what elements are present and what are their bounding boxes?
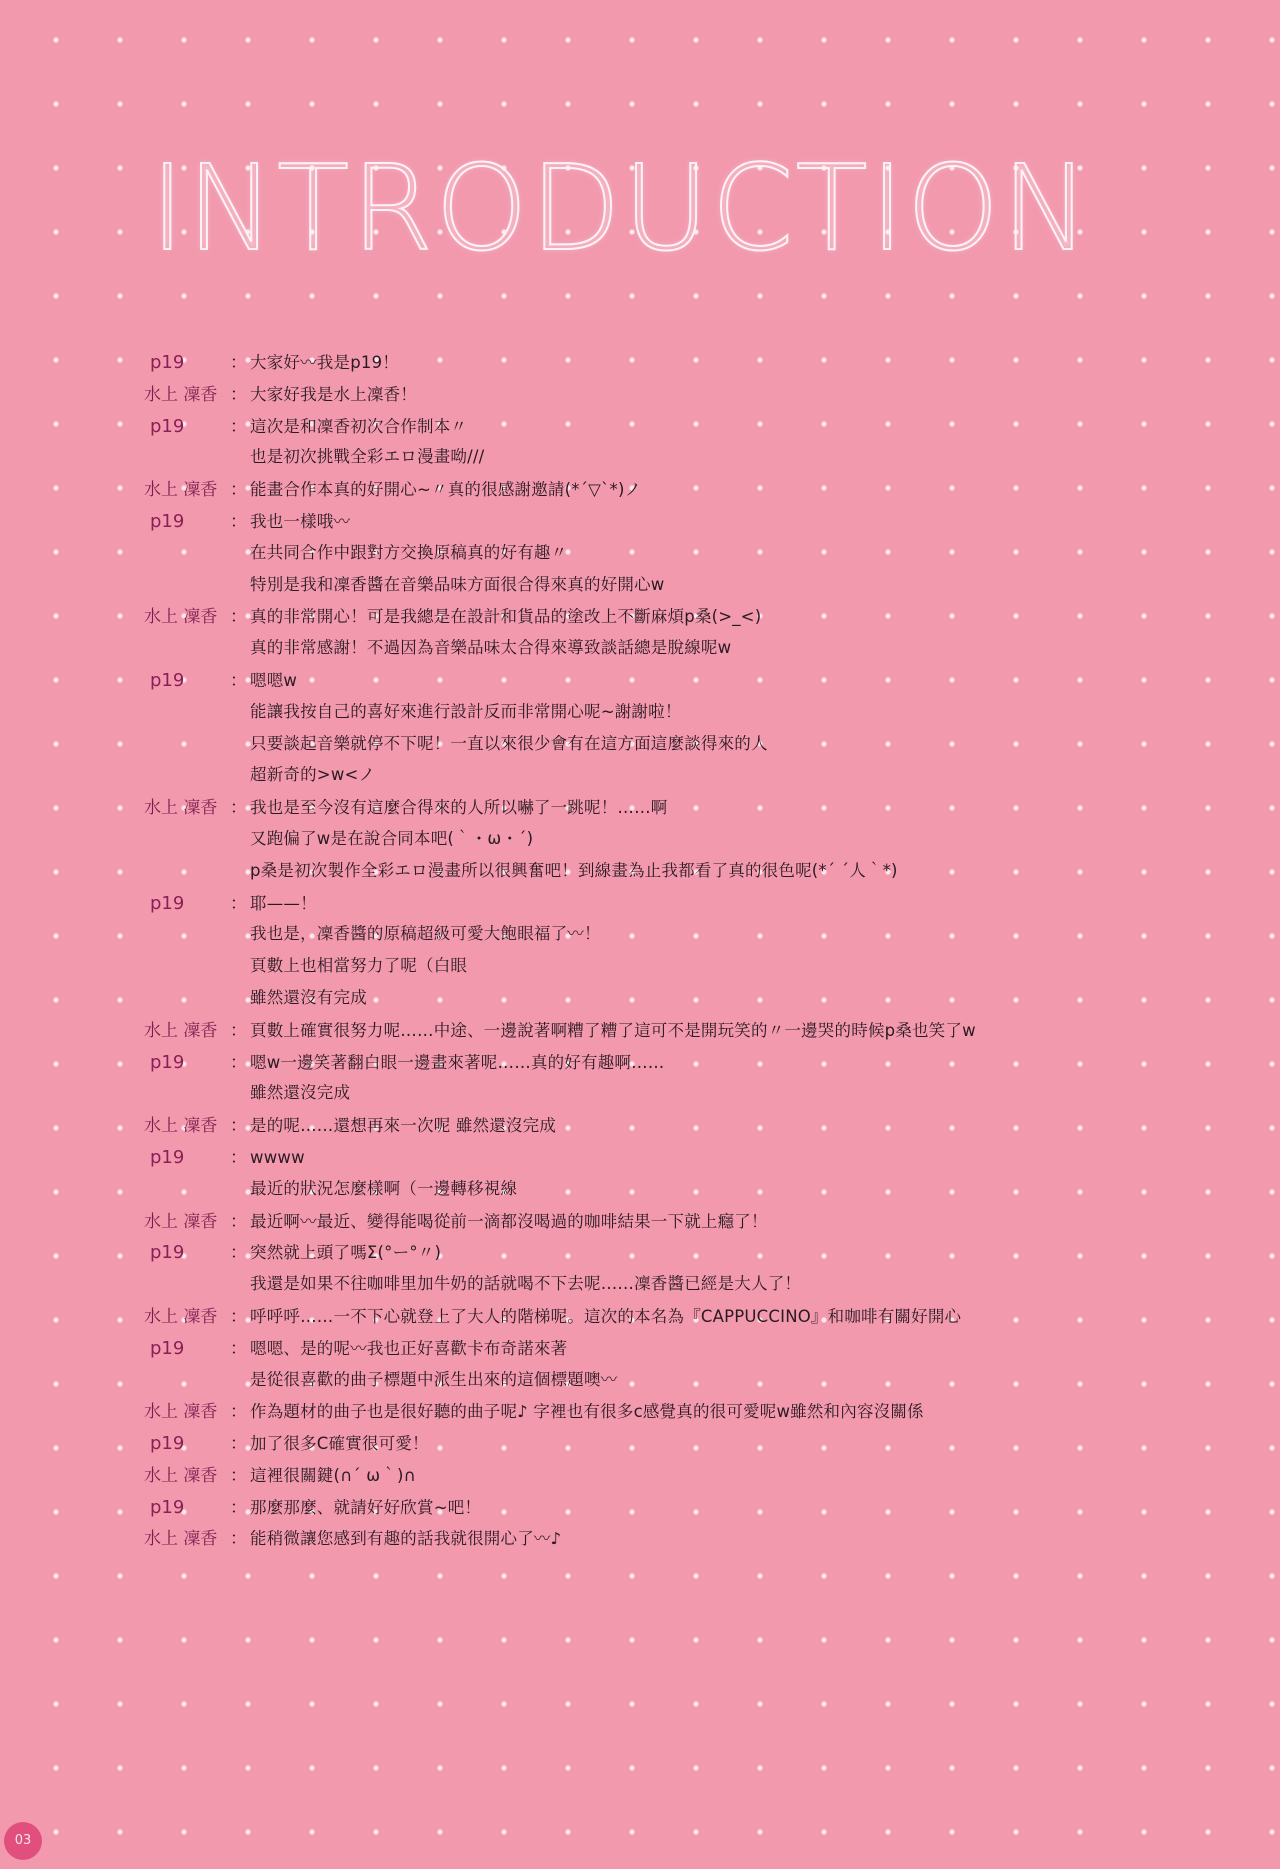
speaker-colon: ：	[230, 670, 247, 691]
dialogue-line	[144, 1238, 1244, 1270]
dialogue-line	[144, 1270, 1244, 1302]
dialogue-line	[144, 984, 1244, 1016]
speaker-colon: ：	[230, 1306, 247, 1327]
dialogue-line	[144, 412, 1244, 444]
speaker-colon: ：	[230, 1020, 247, 1041]
dialogue	[144, 348, 1244, 1556]
speaker-colon: ：	[230, 1211, 247, 1232]
dialogue-line	[144, 634, 1244, 666]
speaker-colon: ：	[230, 1116, 247, 1137]
speech-text: 頁數上也相當努力了呢（白眼	[250, 956, 468, 976]
speech-text: 嗯嗯、是的呢〰我也正好喜歡卡布奇諾來著	[250, 1338, 568, 1358]
dialogue-line	[144, 825, 1244, 857]
dialogue-line	[144, 920, 1244, 952]
speaker-name: 水上 凜香	[144, 1306, 218, 1327]
speaker-colon: ：	[230, 1402, 247, 1423]
page-number-badge: 03	[4, 1822, 42, 1860]
dialogue-line	[144, 539, 1244, 571]
speaker-name: p19	[150, 1146, 185, 1168]
speech-text: 能畫合作本真的好開心~〃真的很感謝邀請(*´▽`*)ノ	[250, 480, 642, 500]
speaker-colon: ：	[230, 798, 247, 819]
speech-text: 這裡很關鍵(∩´ ω｀)∩	[250, 1465, 416, 1485]
speech-text: 最近啊〰最近、變得能喝從前一滴都沒喝過的咖啡結果一下就上癮了！	[250, 1211, 768, 1231]
dialogue-line	[144, 348, 1244, 380]
page-title: INTRODUCTION	[150, 139, 1092, 277]
dialogue-line	[144, 380, 1244, 412]
dialogue-line	[144, 602, 1244, 634]
dialogue-line	[144, 1079, 1244, 1111]
speaker-name: 水上 凜香	[144, 384, 218, 405]
speech-text: 雖然還沒有完成	[250, 987, 367, 1007]
speech-text: 我也是，凜香醬的原稿超級可愛大飽眼福了〰！	[250, 924, 601, 944]
speaker-colon: ：	[230, 1052, 247, 1073]
speech-text: 是的呢……還想再來一次呢 雖然還沒完成	[250, 1116, 557, 1136]
dialogue-line	[144, 1048, 1244, 1080]
speaker-name: p19	[150, 415, 185, 437]
dialogue-line	[144, 443, 1244, 475]
dialogue-line	[144, 1366, 1244, 1398]
dialogue-line	[144, 952, 1244, 984]
speech-text: 大家好〰我是p19！	[250, 353, 399, 372]
dialogue-line	[144, 857, 1244, 889]
speaker-colon: ：	[230, 893, 247, 914]
speaker-name: 水上 凜香	[144, 1020, 218, 1041]
dialogue-line	[144, 1334, 1244, 1366]
speech-text: 我也是至今沒有這麼合得來的人所以嚇了一跳呢！……啊	[250, 798, 668, 818]
speaker-colon: ：	[230, 1434, 247, 1455]
speech-text: 真的非常感謝！不過因為音樂品味太合得來導致談話總是脫線呢w	[250, 638, 732, 658]
speaker-colon: ：	[230, 1497, 247, 1518]
speech-text: 加了很多C確實很可愛！	[250, 1434, 429, 1454]
speech-text: 突然就上頭了嗎Σ(°ー°〃)	[250, 1243, 442, 1263]
speech-text: 呼呼呼……一不下心就登上了大人的階梯呢。這次的本名為『CAPPUCCINO』和咖啡有關好開心	[250, 1306, 962, 1326]
dialogue-line	[144, 1302, 1244, 1334]
speech-text: 能讓我按自己的喜好來進行設計反而非常開心呢~謝謝啦！	[250, 701, 682, 721]
speaker-name: 水上 凜香	[144, 798, 218, 819]
speaker-name: 水上 凜香	[144, 1465, 218, 1486]
speaker-colon: ：	[230, 1147, 247, 1168]
speaker-name: 水上 凜香	[144, 1402, 218, 1423]
dialogue-line	[144, 1524, 1244, 1556]
speaker-name: p19	[150, 1051, 185, 1073]
speaker-name: p19	[150, 510, 185, 532]
speech-text: 雖然還沒完成	[250, 1083, 351, 1103]
speech-text: 最近的狀況怎麼樣啊（一邊轉移視線	[250, 1178, 518, 1198]
speech-text: 真的非常開心！可是我總是在設計和貨品的塗改上不斷麻煩p桑(>_<)	[250, 607, 762, 627]
dialogue-line	[144, 793, 1244, 825]
dialogue-line	[144, 1429, 1244, 1461]
speech-text: 嗯嗯w	[250, 670, 298, 690]
dialogue-line	[144, 1016, 1244, 1048]
speech-text: 能稍微讓您感到有趣的話我就很開心了〰♪	[250, 1529, 562, 1549]
speaker-name: p19	[150, 892, 185, 914]
speech-text: 也是初次挑戰全彩エロ漫畫呦///	[250, 447, 485, 467]
dialogue-line	[144, 475, 1244, 507]
speaker-colon: ：	[230, 1465, 247, 1486]
speaker-name: p19	[150, 1242, 185, 1264]
speech-text: 這次是和凜香初次合作制本〃	[250, 416, 468, 436]
dialogue-line	[144, 1493, 1244, 1525]
speech-text: 作為題材的曲子也是很好聽的曲子呢♪ 字裡也有很多c感覺真的很可愛呢w雖然和內容沒關係	[250, 1402, 924, 1422]
speech-text: 在共同合作中跟對方交換原稿真的好有趣〃	[250, 542, 568, 562]
dialogue-line	[144, 1111, 1244, 1143]
speech-text: 又跑偏了w是在說合同本吧(｀・ω・´)	[250, 828, 534, 848]
speaker-colon: ：	[230, 416, 247, 437]
speech-text: 大家好我是水上凜香！	[250, 384, 417, 404]
speaker-name: 水上 凜香	[144, 1116, 218, 1137]
speaker-colon: ：	[230, 384, 247, 405]
speech-text: 那麼那麼、就請好好欣賞~吧！	[250, 1497, 482, 1517]
speaker-name: 水上 凜香	[144, 1529, 218, 1550]
speaker-colon: ：	[230, 511, 247, 532]
speaker-colon: ：	[230, 1529, 247, 1550]
dialogue-line	[144, 1461, 1244, 1493]
speech-text: 耶——！	[250, 893, 317, 913]
speech-text: 超新奇的>w<ノ	[250, 765, 376, 785]
speech-text: 我也一樣哦〰	[250, 511, 351, 531]
speech-text: p桑是初次製作全彩エロ漫畫所以很興奮吧！到線畫為止我都看了真的很色呢(*´ ´人｀*)	[250, 860, 898, 880]
speech-text: 嗯w一邊笑著翻白眼一邊畫來著呢……真的好有趣啊……	[250, 1052, 665, 1072]
dialogue-line	[144, 698, 1244, 730]
dialogue-line	[144, 889, 1244, 921]
speech-text: 只要談起音樂就停不下呢！一直以來很少會有在這方面這麼談得來的人	[250, 733, 768, 753]
speaker-colon: ：	[230, 1338, 247, 1359]
dialogue-line	[144, 1397, 1244, 1429]
dialogue-line	[144, 1175, 1244, 1207]
dialogue-line	[144, 666, 1244, 698]
dialogue-line	[144, 507, 1244, 539]
dialogue-line	[144, 730, 1244, 762]
dialogue-line	[144, 761, 1244, 793]
speaker-colon: ：	[230, 480, 247, 501]
dialogue-line	[144, 1143, 1244, 1175]
speaker-colon: ：	[230, 1243, 247, 1264]
speaker-colon: ：	[230, 607, 247, 628]
speech-text: 頁數上確實很努力呢……中途、一邊說著啊糟了糟了這可不是開玩笑的〃一邊哭的時候p桑也笑了w	[250, 1020, 976, 1040]
speaker-colon: ：	[230, 353, 247, 373]
dialogue-line	[144, 571, 1244, 603]
speech-text: 特別是我和凜香醬在音樂品味方面很合得來真的好開心w	[250, 574, 665, 594]
speech-text: wwww	[250, 1147, 305, 1167]
speaker-name: 水上 凜香	[144, 607, 218, 628]
speaker-name: 水上 凜香	[144, 1211, 218, 1232]
speaker-name: p19	[150, 1337, 185, 1359]
speech-text: 是從很喜歡的曲子標題中派生出來的這個標題噢〰	[250, 1369, 618, 1389]
dialogue-line	[144, 1207, 1244, 1239]
speaker-name: p19	[150, 352, 185, 373]
speaker-name: p19	[150, 669, 185, 691]
speaker-name: 水上 凜香	[144, 480, 218, 501]
speech-text: 我還是如果不往咖啡里加牛奶的話就喝不下去呢……凜香醬已經是大人了！	[250, 1274, 802, 1294]
speaker-name: p19	[150, 1496, 185, 1518]
speaker-name: p19	[150, 1433, 185, 1455]
